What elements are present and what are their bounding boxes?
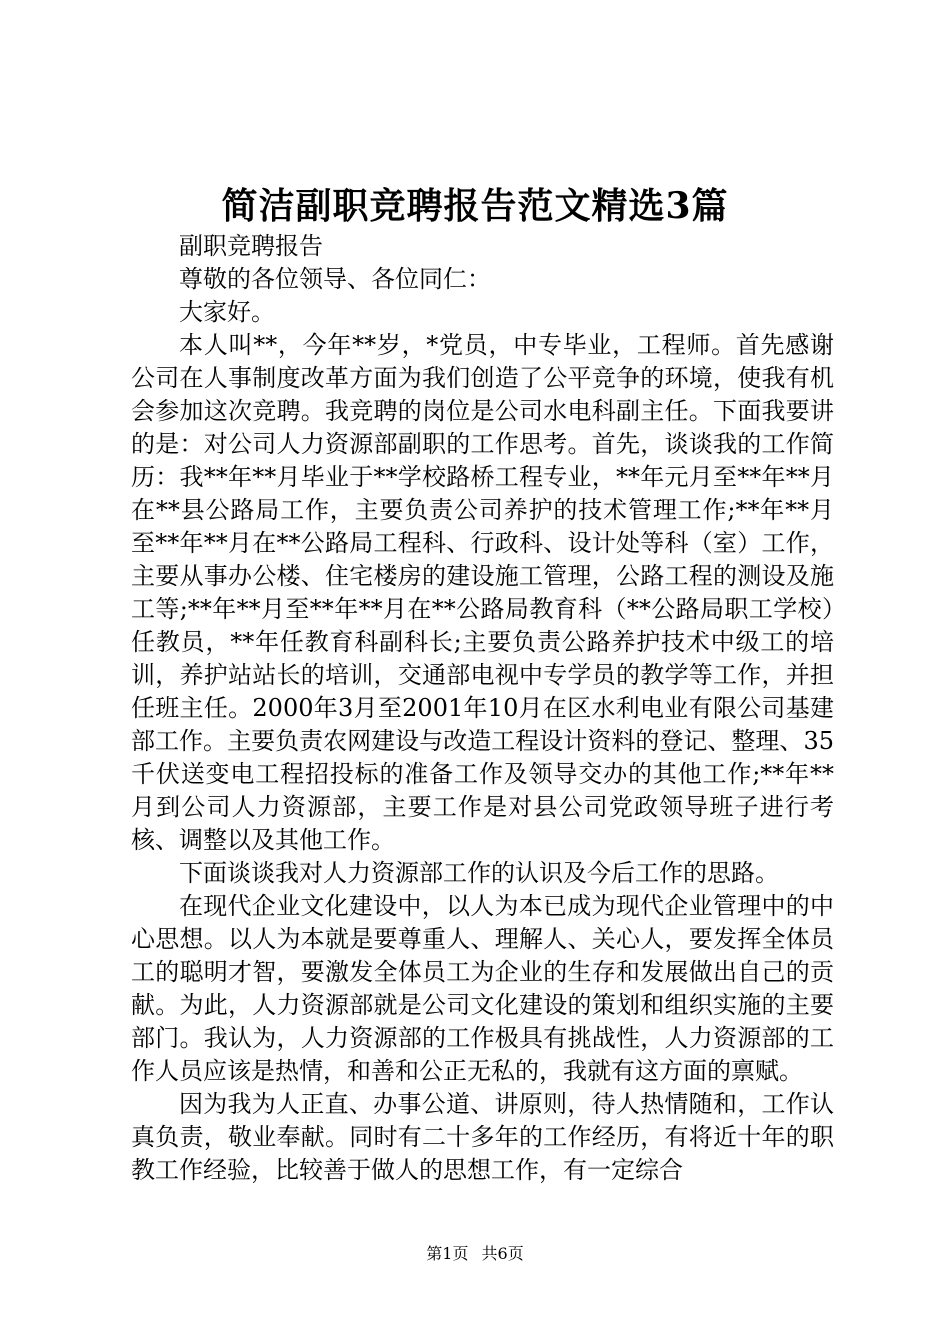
greeting-paragraph: 大家好。 — [179, 298, 275, 326]
doc-heading-paragraph: 副职竞聘报告 — [179, 232, 323, 260]
culture-paragraph: 在现代企业文化建设中，以人为本已成为现代企业管理中的中心思想。以人为本就是要尊重人、理解人、关心人，要发挥全体员工的聪明才智，要激发全体员工为企业的生存和发展做出自己的贡献。为此，人力资源部就是公司文化建设的策划和组织实施的主要部门。我认为，人力资源部的工作极具有挑战性，人力资源部的工作人员应该是热情，和善和公正无私的，我就有这方面的禀赋。 — [131, 892, 834, 1085]
qualification-paragraph: 因为我为人正直、办事公道、讲原则，待人热情随和，工作认真负责，敬业奉献。同时有二十多年的工作经历，有将近十年的职教工作经验，比较善于做人的思想工作，有一定综合 — [131, 1090, 834, 1184]
resume-paragraph: 本人叫**，今年**岁，*党员，中专毕业，工程师。首先感谢公司在人事制度改革方面为我们创造了公平竞争的环境，使我有机会参加这次竞聘。我竞聘的岗位是公司水电科副主任。下面我要讲的是：对公司人力资源部副职的工作思考。首先，谈谈我的工作简历：我**年**月毕业于**学校路桥工程专业，**年元月至**年**月在**县公路局工作，主要负责公司养护的技术管理工作;**年**月至**年**月在**公路局工程科、行政科、设计处等科（室）工作，主要从事办公楼、住宅楼房的建设施工管理，公路工程的测设及施工等;**年**月至**年**月在**公路局教育科（**公路局职工学校）任教员，**年任教育科副科长;主要负责公路养护技术中级工的培训，养护站站长的培训，交通部电视中专学员的教学等工作，并担任班主任。2000年3月至2001年10月在区水利电业有限公司基建部工作。主要负责农网建设与改造工程设计资料的登记、整理、35千伏送变电工程招投标的准备工作及领导交办的其他工作;**年**月到公司人力资源部，主要工作是对县公司党政领导班子进行考核、调整以及其他工作。 — [131, 331, 834, 854]
salutation-paragraph: 尊敬的各位领导、各位同仁： — [179, 265, 491, 293]
page-title: 简洁副职竞聘报告范文精选3篇 — [221, 185, 729, 227]
document-body — [131, 230, 834, 1187]
transition-paragraph: 下面谈谈我对人力资源部工作的认识及今后工作的思路。 — [179, 859, 779, 887]
page-number: 第1页 — [426, 1244, 469, 1263]
page-total: 共6页 — [481, 1244, 524, 1263]
page-footer — [0, 1243, 950, 1265]
